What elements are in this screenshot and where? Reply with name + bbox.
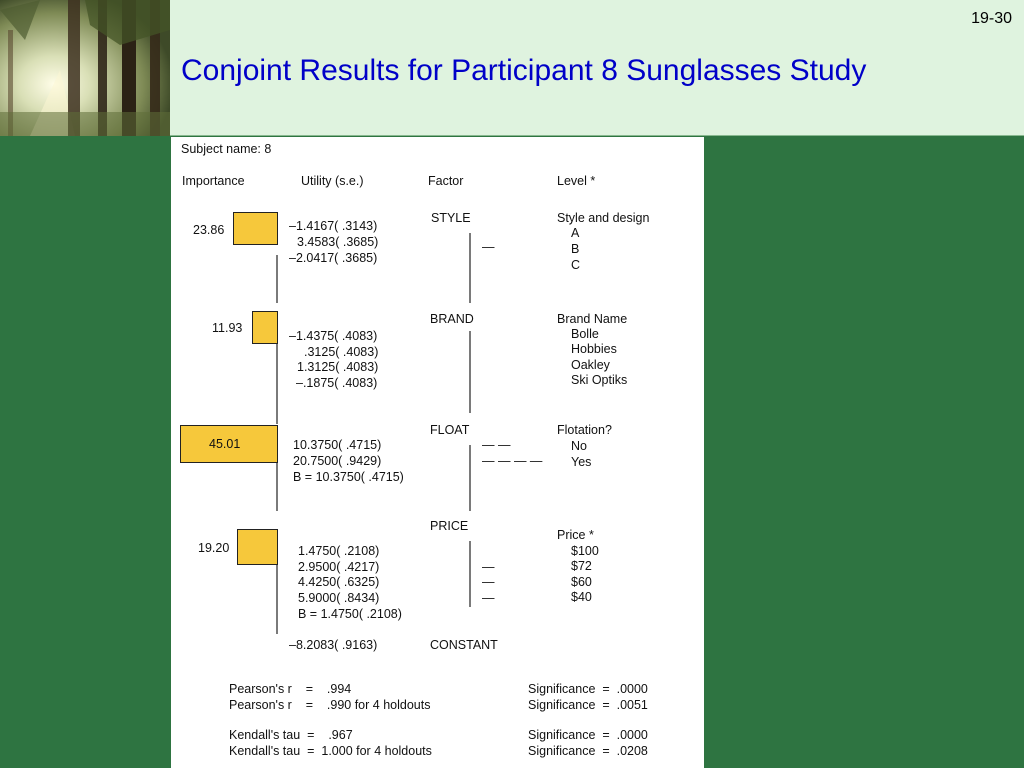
subject-name: Subject name: 8	[181, 142, 272, 156]
factor-label: PRICE	[430, 519, 469, 533]
utility-mark: — — — —	[482, 454, 543, 468]
factor-label: BRAND	[430, 312, 474, 326]
utility-mark: —	[482, 575, 495, 589]
utility-mark: — —	[482, 438, 511, 452]
stat-right: Significance = .0000	[528, 682, 648, 696]
level-item: $100	[571, 544, 599, 558]
factor-label: FLOAT	[430, 423, 470, 437]
utility-value: –.1875( .4083)	[296, 376, 378, 390]
header-factor: Factor	[428, 174, 464, 188]
utility-value: 10.3750( .4715)	[293, 438, 382, 452]
stat-left: Kendall's tau = 1.000 for 4 holdouts	[229, 744, 432, 758]
level-item: Yes	[571, 455, 592, 469]
level-item: No	[571, 439, 587, 453]
utility-value: B = 10.3750( .4715)	[293, 470, 404, 484]
level-title: Style and design	[557, 211, 650, 225]
utility-value: 2.9500( .4217)	[298, 560, 380, 574]
importance-bar	[252, 311, 278, 344]
utility-value: 5.9000( .8434)	[298, 591, 380, 605]
level-item: Hobbies	[571, 342, 617, 356]
constant-label: CONSTANT	[430, 638, 498, 652]
importance-value: 11.93	[212, 321, 243, 335]
utility-value: 1.3125( .4083)	[297, 360, 379, 374]
level-item: Ski Optiks	[571, 373, 628, 387]
stat-left: Pearson's r = .990 for 4 holdouts	[229, 698, 431, 712]
importance-value: 23.86	[193, 223, 225, 237]
slide-title: Conjoint Results for Participant 8 Sunglasses Study	[181, 54, 867, 87]
level-title: Flotation?	[557, 423, 612, 437]
factor-label: STYLE	[431, 211, 471, 225]
level-item: $60	[571, 575, 592, 589]
level-item: C	[571, 258, 581, 272]
utility-value: –1.4375( .4083)	[289, 329, 378, 343]
level-item: B	[571, 242, 580, 256]
stat-left: Kendall's tau = .967	[229, 728, 353, 742]
constant-value: –8.2083( .9163)	[289, 638, 378, 652]
level-item: Oakley	[571, 358, 610, 372]
utility-value: 20.7500( .9429)	[293, 454, 382, 468]
forest-photo	[0, 0, 170, 136]
header-level: Level *	[557, 174, 596, 188]
level-item: $72	[571, 559, 592, 573]
level-item: Bolle	[571, 327, 599, 341]
stat-right: Significance = .0000	[528, 728, 648, 742]
utility-mark: —	[482, 560, 495, 574]
level-item: $40	[571, 590, 592, 604]
importance-value: 19.20	[198, 541, 230, 555]
utility-value: 4.4250( .6325)	[298, 575, 380, 589]
utility-value: 3.4583( .3685)	[297, 235, 379, 249]
slide-number: 19-30	[971, 10, 1012, 27]
utility-value: –2.0417( .3685)	[289, 251, 378, 265]
header-utility: Utility (s.e.)	[301, 174, 364, 188]
level-item: A	[571, 226, 580, 240]
header-rule	[170, 135, 1024, 136]
stat-right: Significance = .0051	[528, 698, 648, 712]
stat-right: Significance = .0208	[528, 744, 648, 758]
importance-bar	[233, 212, 278, 245]
header-importance: Importance	[182, 174, 245, 188]
utility-mark: —	[482, 240, 495, 254]
utility-mark: —	[482, 591, 495, 605]
utility-value: 1.4750( .2108)	[298, 544, 380, 558]
utility-value: –1.4167( .3143)	[289, 219, 378, 233]
importance-value: 45.01	[209, 437, 241, 451]
utility-value: B = 1.4750( .2108)	[298, 607, 402, 621]
level-title: Brand Name	[557, 312, 628, 326]
level-title: Price *	[557, 528, 594, 542]
stat-left: Pearson's r = .994	[229, 682, 352, 696]
importance-bar	[237, 529, 278, 565]
conjoint-results-document	[171, 137, 704, 768]
utility-value: .3125( .4083)	[304, 345, 379, 359]
